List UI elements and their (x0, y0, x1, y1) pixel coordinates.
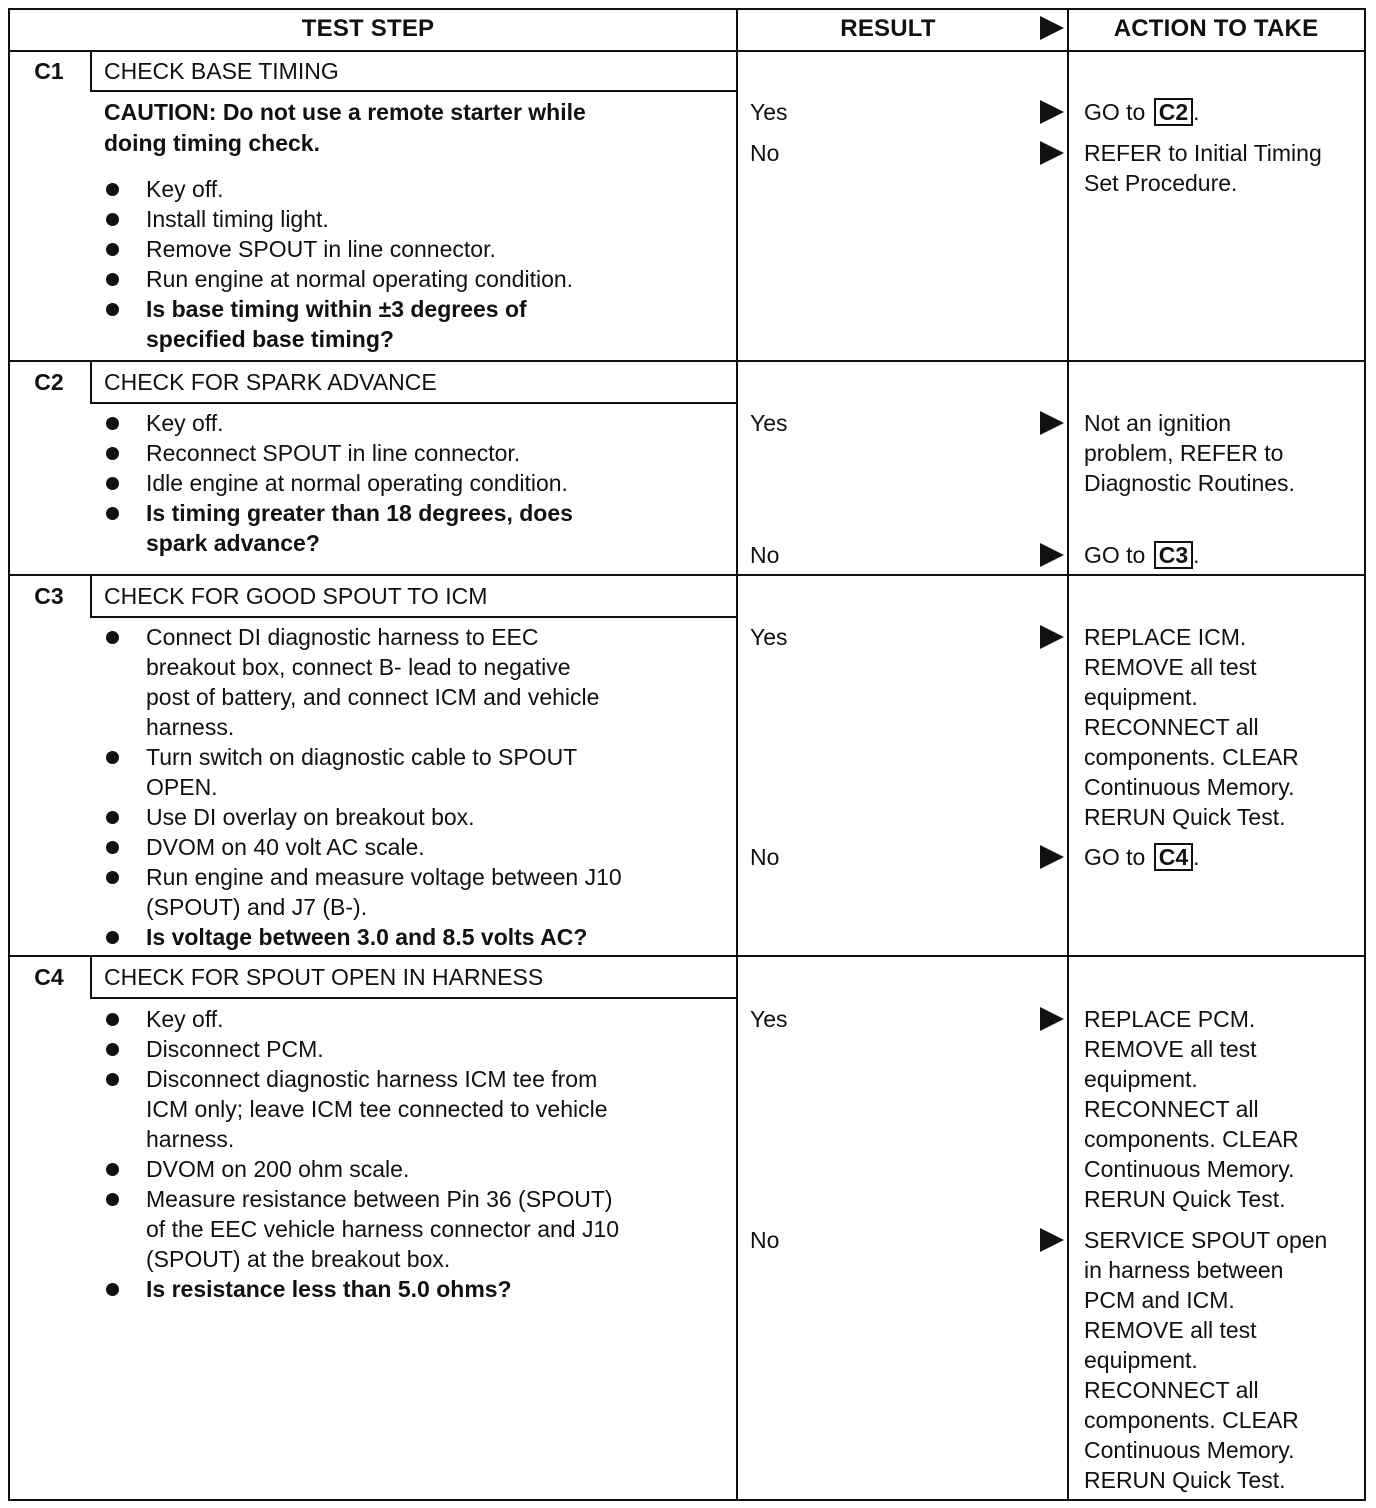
result-yes: Yes (750, 624, 788, 650)
bullet-text: Disconnect diagnostic harness ICM tee from (146, 1066, 598, 1092)
step-title: CHECK FOR GOOD SPOUT TO ICM (104, 583, 488, 609)
arrow-right-icon (1040, 100, 1064, 124)
bullet-text: Connect DI diagnostic harness to EEC (146, 624, 539, 650)
bullet-text: Is voltage between 3.0 and 8.5 volts AC? (146, 924, 588, 950)
bullet-text: Turn switch on diagnostic cable to SPOUT (146, 744, 578, 770)
bullet-icon (106, 1073, 119, 1086)
bullet-icon (106, 507, 119, 520)
step-id-divider (90, 360, 92, 402)
arrow-right-icon (1040, 543, 1064, 567)
arrow-right-icon (1040, 845, 1064, 869)
bullet-text: Idle engine at normal operating condition. (146, 470, 568, 496)
bullet-text: Is timing greater than 18 degrees, does (146, 500, 573, 526)
step-id: C2 (34, 369, 64, 395)
bullet-text: DVOM on 40 volt AC scale. (146, 834, 425, 860)
bullet-text: Is base timing within ±3 degrees of (146, 296, 527, 322)
action-text: Diagnostic Routines. (1084, 470, 1295, 496)
goto-step-link[interactable]: C3 (1154, 541, 1193, 569)
action-text: GO to C4 . (1084, 844, 1200, 870)
arrow-right-icon (1040, 141, 1064, 165)
result-no: No (750, 140, 780, 166)
result-yes: Yes (750, 99, 788, 125)
bullet-text: Is resistance less than 5.0 ohms? (146, 1276, 512, 1302)
action-text: equipment. (1084, 684, 1198, 710)
action-text: RERUN Quick Test. (1084, 1186, 1286, 1212)
step-title-divider (90, 997, 736, 999)
bullet-text: of the EEC vehicle harness connector and J10 (146, 1216, 620, 1242)
header-action-to-take: ACTION TO TAKE (1113, 15, 1319, 42)
arrow-right-icon (1040, 411, 1064, 435)
bullet-icon (106, 273, 119, 286)
bullet-text: Install timing light. (146, 206, 329, 232)
goto-step-link[interactable]: C2 (1154, 98, 1193, 126)
bullet-text: harness. (146, 1126, 235, 1152)
step-id-divider (90, 574, 92, 616)
action-text: SERVICE SPOUT open (1084, 1227, 1328, 1253)
bullet-text: spark advance? (146, 530, 320, 556)
table-border-left (8, 8, 10, 1501)
bullet-icon (106, 447, 119, 460)
bullet-icon (106, 1013, 119, 1026)
caution-text: CAUTION: Do not use a remote starter while (104, 99, 586, 125)
bullet-text: specified base timing? (146, 326, 394, 352)
section-divider (8, 955, 1364, 957)
bullet-text: (SPOUT) and J7 (B-). (146, 894, 368, 920)
bullet-icon (106, 303, 119, 316)
bullet-icon (106, 183, 119, 196)
bullet-icon (106, 931, 119, 944)
arrow-right-icon (1040, 1007, 1064, 1031)
bullet-text: Disconnect PCM. (146, 1036, 324, 1062)
step-id-divider (90, 955, 92, 997)
action-text: components. CLEAR (1084, 744, 1299, 770)
bullet-text: Measure resistance between Pin 36 (SPOUT) (146, 1186, 613, 1212)
bullet-text: harness. (146, 714, 235, 740)
bullet-icon (106, 1043, 119, 1056)
result-yes: Yes (750, 1006, 788, 1032)
bullet-icon (106, 811, 119, 824)
step-title-divider (90, 616, 736, 618)
bullet-text: Run engine at normal operating condition. (146, 266, 574, 292)
action-text: REPLACE ICM. (1084, 624, 1247, 650)
table-border-right (1364, 8, 1366, 1501)
table-border-top (8, 8, 1364, 10)
caution-text: doing timing check. (104, 130, 320, 156)
action-text: Continuous Memory. (1084, 774, 1295, 800)
arrow-right-icon (1040, 1228, 1064, 1252)
step-title: CHECK FOR SPARK ADVANCE (104, 369, 437, 395)
bullet-icon (106, 841, 119, 854)
step-id: C1 (34, 58, 64, 84)
step-id: C3 (34, 583, 64, 609)
action-text: components. CLEAR (1084, 1407, 1299, 1433)
header-divider (8, 50, 1364, 52)
action-text: RERUN Quick Test. (1084, 804, 1286, 830)
action-text: equipment. (1084, 1347, 1198, 1373)
bullet-text: ICM only; leave ICM tee connected to vehicle (146, 1096, 608, 1122)
action-text: components. CLEAR (1084, 1126, 1299, 1152)
bullet-icon (106, 871, 119, 884)
bullet-icon (106, 1193, 119, 1206)
result-yes: Yes (750, 410, 788, 436)
action-text: Set Procedure. (1084, 170, 1238, 196)
bullet-icon (106, 1163, 119, 1176)
action-text: REMOVE all test (1084, 654, 1257, 680)
result-no: No (750, 844, 780, 870)
bullet-text: Reconnect SPOUT in line connector. (146, 440, 521, 466)
action-text: Continuous Memory. (1084, 1156, 1295, 1182)
bullet-text: post of battery, and connect ICM and vehicle (146, 684, 600, 710)
action-text: PCM and ICM. (1084, 1287, 1235, 1313)
bullet-text: (SPOUT) at the breakout box. (146, 1246, 451, 1272)
bullet-text: Remove SPOUT in line connector. (146, 236, 496, 262)
column-divider-result (736, 8, 738, 1499)
action-text: RECONNECT all (1084, 1377, 1259, 1403)
action-text: REMOVE all test (1084, 1036, 1257, 1062)
header-test-step: TEST STEP (301, 15, 435, 42)
action-text: REFER to Initial Timing (1084, 140, 1322, 166)
bullet-text: Use DI overlay on breakout box. (146, 804, 475, 830)
bullet-icon (106, 213, 119, 226)
bullet-icon (106, 243, 119, 256)
action-text: GO to C3 . (1084, 542, 1200, 568)
result-no: No (750, 542, 780, 568)
bullet-text: Key off. (146, 1006, 224, 1032)
action-text: REMOVE all test (1084, 1317, 1257, 1343)
bullet-icon (106, 1283, 119, 1296)
section-divider (8, 360, 1364, 362)
bullet-icon (106, 417, 119, 430)
step-title: CHECK BASE TIMING (104, 58, 339, 84)
bullet-icon (106, 477, 119, 490)
bullet-text: Key off. (146, 410, 224, 436)
result-no: No (750, 1227, 780, 1253)
bullet-text: DVOM on 200 ohm scale. (146, 1156, 410, 1182)
action-text: RECONNECT all (1084, 1096, 1259, 1122)
step-title: CHECK FOR SPOUT OPEN IN HARNESS (104, 964, 544, 990)
column-divider-action (1067, 8, 1069, 1499)
bullet-icon (106, 751, 119, 764)
action-text: Continuous Memory. (1084, 1437, 1295, 1463)
step-id-divider (90, 50, 92, 90)
bullet-text: OPEN. (146, 774, 218, 800)
action-text: GO to C2 . (1084, 99, 1200, 125)
action-text: RERUN Quick Test. (1084, 1467, 1286, 1493)
action-text: problem, REFER to (1084, 440, 1284, 466)
step-title-divider (90, 90, 736, 92)
bullet-text: Run engine and measure voltage between J10 (146, 864, 622, 890)
bullet-text: Key off. (146, 176, 224, 202)
action-text: Not an ignition (1084, 410, 1232, 436)
action-text: RECONNECT all (1084, 714, 1259, 740)
step-title-divider (90, 402, 736, 404)
action-text: REPLACE PCM. (1084, 1006, 1256, 1032)
header-result: RESULT (840, 15, 936, 42)
header-arrow-icon (1040, 16, 1064, 40)
arrow-right-icon (1040, 625, 1064, 649)
table-border-bottom (8, 1499, 1364, 1501)
section-divider (8, 574, 1364, 576)
bullet-icon (106, 631, 119, 644)
step-id: C4 (34, 964, 64, 990)
goto-step-link[interactable]: C4 (1154, 843, 1193, 871)
action-text: equipment. (1084, 1066, 1198, 1092)
action-text: in harness between (1084, 1257, 1284, 1283)
bullet-text: breakout box, connect B- lead to negative (146, 654, 571, 680)
